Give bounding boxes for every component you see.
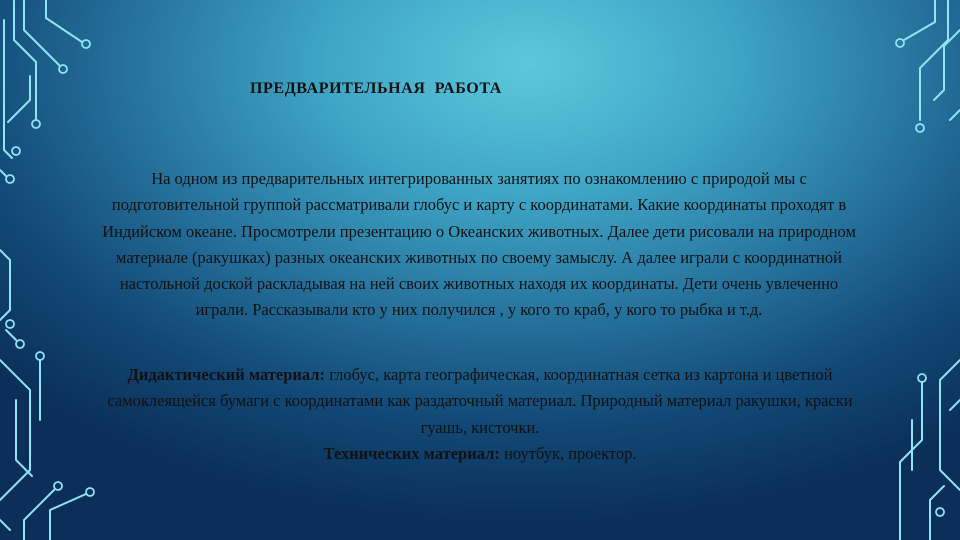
technical-label: Технических материал: [323, 443, 500, 463]
circuit-left-bottom [0, 352, 94, 540]
didactic-text: глобус, карта географическая, координатная сетка из картона и цветной самоклеящейся бумаги с координатами как раздаточный материал. Природный материал ракушки, краски гуашь, кисточки. [107, 365, 853, 437]
circuit-right-top [896, 0, 960, 132]
circuit-right-bottom [900, 360, 960, 540]
circuit-left-top [0, 0, 90, 183]
didactic-label: Дидактический материал: [127, 365, 326, 384]
slide-title: ПРЕДВАРИТЕЛЬНАЯ РАБОТА [250, 80, 502, 97]
slide-paragraph: На одном из предварительных интегрированных занятиях по ознакомлению с природой мы с подготовительной группой рассматривали глобус и карту с координатами. Какие координаты проходят в Индийском океане. Просмотрели презентацию о Океанских животных. Далее дети рисовали на природном материале (ракушках) разных океанских животных по своему замыслу. А далее играли с координатной настольной доской раскладывая на ней своих животных находя их координаты. Дети очень увлеченно играли. Рассказывали кто у них получился , у кого то краб, у кого то рыбка и т.д. [102, 169, 856, 320]
technical-text: ноутбук, проектор. [499, 443, 637, 463]
materials-block [90, 362, 870, 467]
circuit-left-middle [0, 250, 24, 348]
